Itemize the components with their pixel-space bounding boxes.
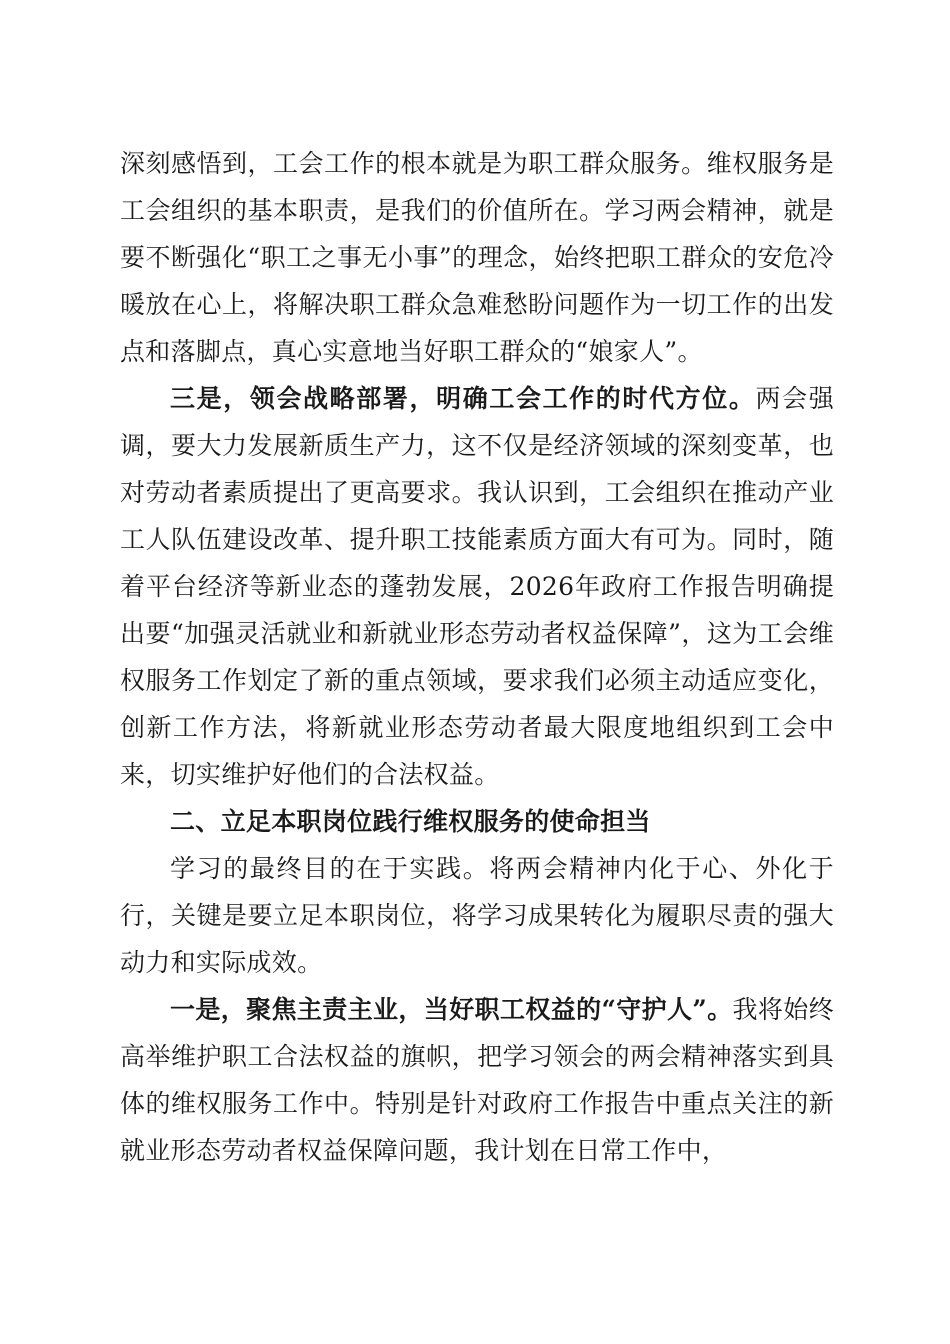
paragraph-point-three (120, 375, 834, 798)
paragraph-point-one (120, 986, 834, 1174)
paragraph-continuation: 深刻感悟到，工会工作的根本就是为职工群众服务。维权服务是工会组织的基本职责，是我们的价值所在。学习两会精神，就是要不断强化“职工之事无小事”的理念，始终把职工群众的安危冷暖放在心上，将解决职工群众急难愁盼问题作为一切工作的出发点和落脚点，真心实意地当好职工群众的“娘家人”。 (120, 149, 834, 366)
paragraph-lead: 一是，聚焦主责主业，当好职工权益的“守护人”。 (170, 995, 733, 1024)
document-body (120, 140, 834, 1174)
paragraph-lead: 三是，领会战略部署，明确工会工作的时代方位。 (170, 384, 756, 413)
paragraph-intro: 学习的最终目的在于实践。将两会精神内化于心、外化于行，关键是要立足本职岗位，将学习成果转化为履职尽责的强大动力和实际成效。 (120, 854, 834, 977)
paragraph-body: 两会强调，要大力发展新质生产力，这不仅是经济领域的深刻变革，也对劳动者素质提出了更高要求。我认识到，工会组织在推动产业工人队伍建设改革、提升职工技能素质方面大有可为。同时，随着平台经济等新业态的蓬勃发展，2026年政府工作报告明确提出要“加强灵活就业和新就业形态劳动者权益保障”，这为工会维权服务工作划定了新的重点领域，要求我们必须主动适应变化，创新工作方法，将新就业形态劳动者最大限度地组织到工会中来，切实维护好他们的合法权益。 (120, 384, 834, 789)
section-heading: 二、立足本职岗位践行维权服务的使命担当 (170, 807, 651, 836)
paragraph-body: 我将始终高举维护职工合法权益的旗帜，把学习领会的两会精神落实到具体的维权服务工作中。特别是针对政府工作报告中重点关注的新就业形态劳动者权益保障问题，我计划在日常工作中， (120, 995, 834, 1165)
